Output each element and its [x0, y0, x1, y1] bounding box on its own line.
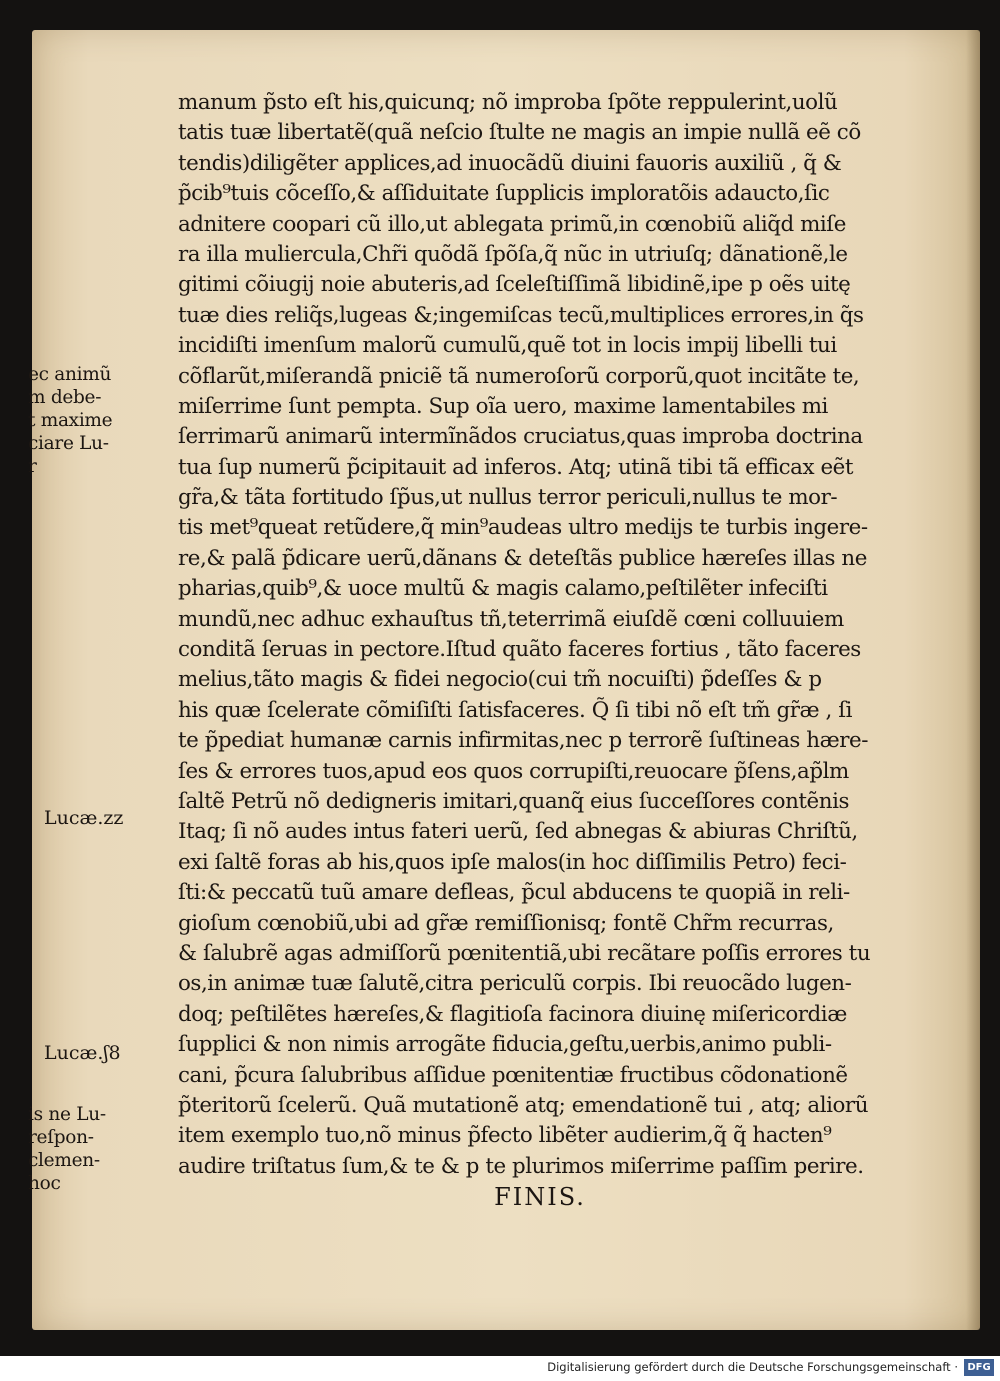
- text-line: doq; peſtilẽtes hæreſes,& flagitioſa facinora diuinę miſericordiæ: [178, 1001, 847, 1027]
- text-line: cõflarũt,miſerandã pniciẽ tã numeroſorũ corporũ,quot incitãte te,: [178, 363, 860, 389]
- text-line: ſes & errores tuos,apud eos quos corrupiſti,reuocare p̃ſens,ap̃lm: [178, 758, 849, 784]
- text-line: gitimi cõiugij noie abuteris,ad ſceleſtiſſimã libidinẽ,ipe p oẽs uitę: [178, 272, 851, 298]
- margin-note-block: [28, 1103, 178, 1195]
- text-line: item exemplo tuo,nõ minus p̃fecto libẽter audierim,q̃ q̃ hacten⁹: [178, 1123, 832, 1149]
- main-text-block: [178, 88, 942, 1212]
- margin-note-line: clemen‐: [28, 1150, 100, 1171]
- text-line: audire triſtatus ſum,& te & p te plurimos miſerrime paſſim perire.: [178, 1153, 864, 1179]
- margin-note-line: hoc: [28, 1173, 61, 1194]
- margin-note-line: ec animũ: [28, 364, 112, 385]
- text-line: os,in animæ tuæ ſalutẽ,citra periculũ corpis. Ibi reuocãdo lugen‐: [178, 971, 852, 997]
- margin-ref-luke22: Lucæ.zz: [44, 807, 124, 829]
- text-line: cani, p̃cura ſalubribus aſſidue pœnitentiæ fructibus cõdonationẽ: [178, 1062, 848, 1088]
- page-edge-shadow: [966, 30, 980, 1330]
- text-line: miſerrime ſunt pempta. Sup oĩa uero, maxime lamentabiles mi: [178, 393, 828, 419]
- margin-note-line: r: [28, 456, 37, 477]
- text-line: tendis)diligẽter applices,ad inuocãdũ diuini fauoris auxiliũ , q̃ &: [178, 150, 842, 176]
- margin-note-line: ciare Lu‐: [28, 433, 109, 454]
- text-line: gioſum cœnobiũ,ubi ad gr̃æ remiſſionisq; fontẽ Chr̃m recurras,: [178, 910, 834, 936]
- text-line: tis met⁹queat retũdere,q̃ min⁹audeas ultro medijs te turbis ingere‐: [178, 515, 868, 541]
- margin-note-line: is ne Lu‐: [28, 1104, 106, 1125]
- margin-note-line: t maxime: [28, 410, 113, 431]
- finis-line: FINIS.: [494, 1183, 586, 1212]
- text-line: manum p̃sto eſt his,quicunq; nõ improba ſpõte reppulerint,uolũ: [178, 90, 838, 115]
- text-line: tatis tuæ libertatẽ(quã neſcio ſtulte ne magis an impie nullã eẽ cõ: [178, 120, 861, 146]
- text-line: p̃cib⁹tuis cõceſſo,& aſſiduitate ſupplicis imploratõis adaucto,ſic: [178, 181, 830, 207]
- text-line: melius,tãto magis & fidei negocio(cui tm̃ nocuiſti) p̃deſſes & p: [178, 667, 822, 693]
- text-line: p̃teritorũ ſcelerũ. Quã mutationẽ atq; emendationẽ tui , atq; aliorũ: [178, 1092, 869, 1118]
- footer-bar: [0, 1356, 1000, 1381]
- text-line: his quæ ſcelerate cõmiſiſti ſatisfaceres. Q̃ ſi tibi nõ eſt tm̃ gr̃æ , ſi: [178, 697, 853, 723]
- text-line: tuæ dies reliq̃s,lugeas &;ingemiſcas tecũ,multiplices errores,in q̃s: [178, 302, 864, 328]
- text-line: ſti:& peccatũ tuũ amare defleas, p̃cul abducens te quopiã in reli‐: [178, 880, 850, 906]
- text-line: pharias,quib⁹,& uoce multũ & magis calamo,peſtilẽter infeciſti: [178, 576, 828, 602]
- text-line: ſupplici & non nimis arrogãte fiducia,geſtu,uerbis,animo publi‐: [178, 1032, 832, 1058]
- margin-ref-luke18: Lucæ.ʃ8: [44, 1042, 121, 1064]
- text-line: tua ſup numerũ p̃cipitauit ad inferos. Atq; utinã tibi tã efficax eẽt: [178, 454, 854, 480]
- funding-credit: Digitalisierung gefördert durch die Deutsche Forschungsgemeinschaft ·: [547, 1360, 958, 1374]
- text-line: ra illa muliercula,Chr̃i quõdã ſpõſa,q̃ nũc in utriuſq; dãnationẽ,le: [178, 241, 848, 267]
- text-line: te p̃pediat humanæ carnis infirmitas,nec p terrorẽ ſuſtineas hære‐: [178, 728, 868, 754]
- text-line: conditã ſeruas in pectore.Iſtud quãto faceres fortius , tãto faceres: [178, 637, 861, 663]
- text-line: gr̃a,& tãta fortitudo ſp̃us,ut nullus terror periculi,nullus te mor‐: [178, 485, 838, 511]
- dfg-logo: DFG: [964, 1359, 994, 1376]
- text-line: ſaltẽ Petrũ nõ dedigneris imitari,quanq̃ eius ſucceſſores contẽnis: [178, 788, 850, 814]
- margin-note-block: [28, 363, 178, 478]
- text-line: incidiſti imenſum malorũ cumulũ,quẽ tot in locis impij libelli tui: [178, 333, 837, 359]
- margin-note-line: reſpon‐: [28, 1127, 94, 1148]
- text-line: re,& palã p̃dicare uerũ,dãnans & deteſtãs publice hæreſes illas ne: [178, 545, 867, 571]
- text-line: exi ſaltẽ foras ab his,quos ipſe malos(in hoc diſſimilis Petro) feci‐: [178, 849, 847, 875]
- text-line: ſerrimarũ animarũ intermĩnãdos cruciatus,quas improba doctrina: [178, 424, 863, 450]
- text-line: adnitere coopari cũ illo,ut ablegata primũ,in cœnobiũ aliq̃d miſe: [178, 211, 846, 237]
- margin-note-line: m debe‐: [28, 387, 102, 408]
- text-line: Itaq; ſi nõ audes intus fateri uerũ, ſed abnegas & abiuras Chriſtũ,: [178, 819, 858, 845]
- text-line: mundũ,nec adhuc exhauſtus tñ,teterrimã eiuſdẽ cœni colluuiem: [178, 606, 844, 632]
- text-line: & ſalubrẽ agas admiſſorũ pœnitentiã,ubi recãtare poſſis errores tu: [178, 940, 871, 966]
